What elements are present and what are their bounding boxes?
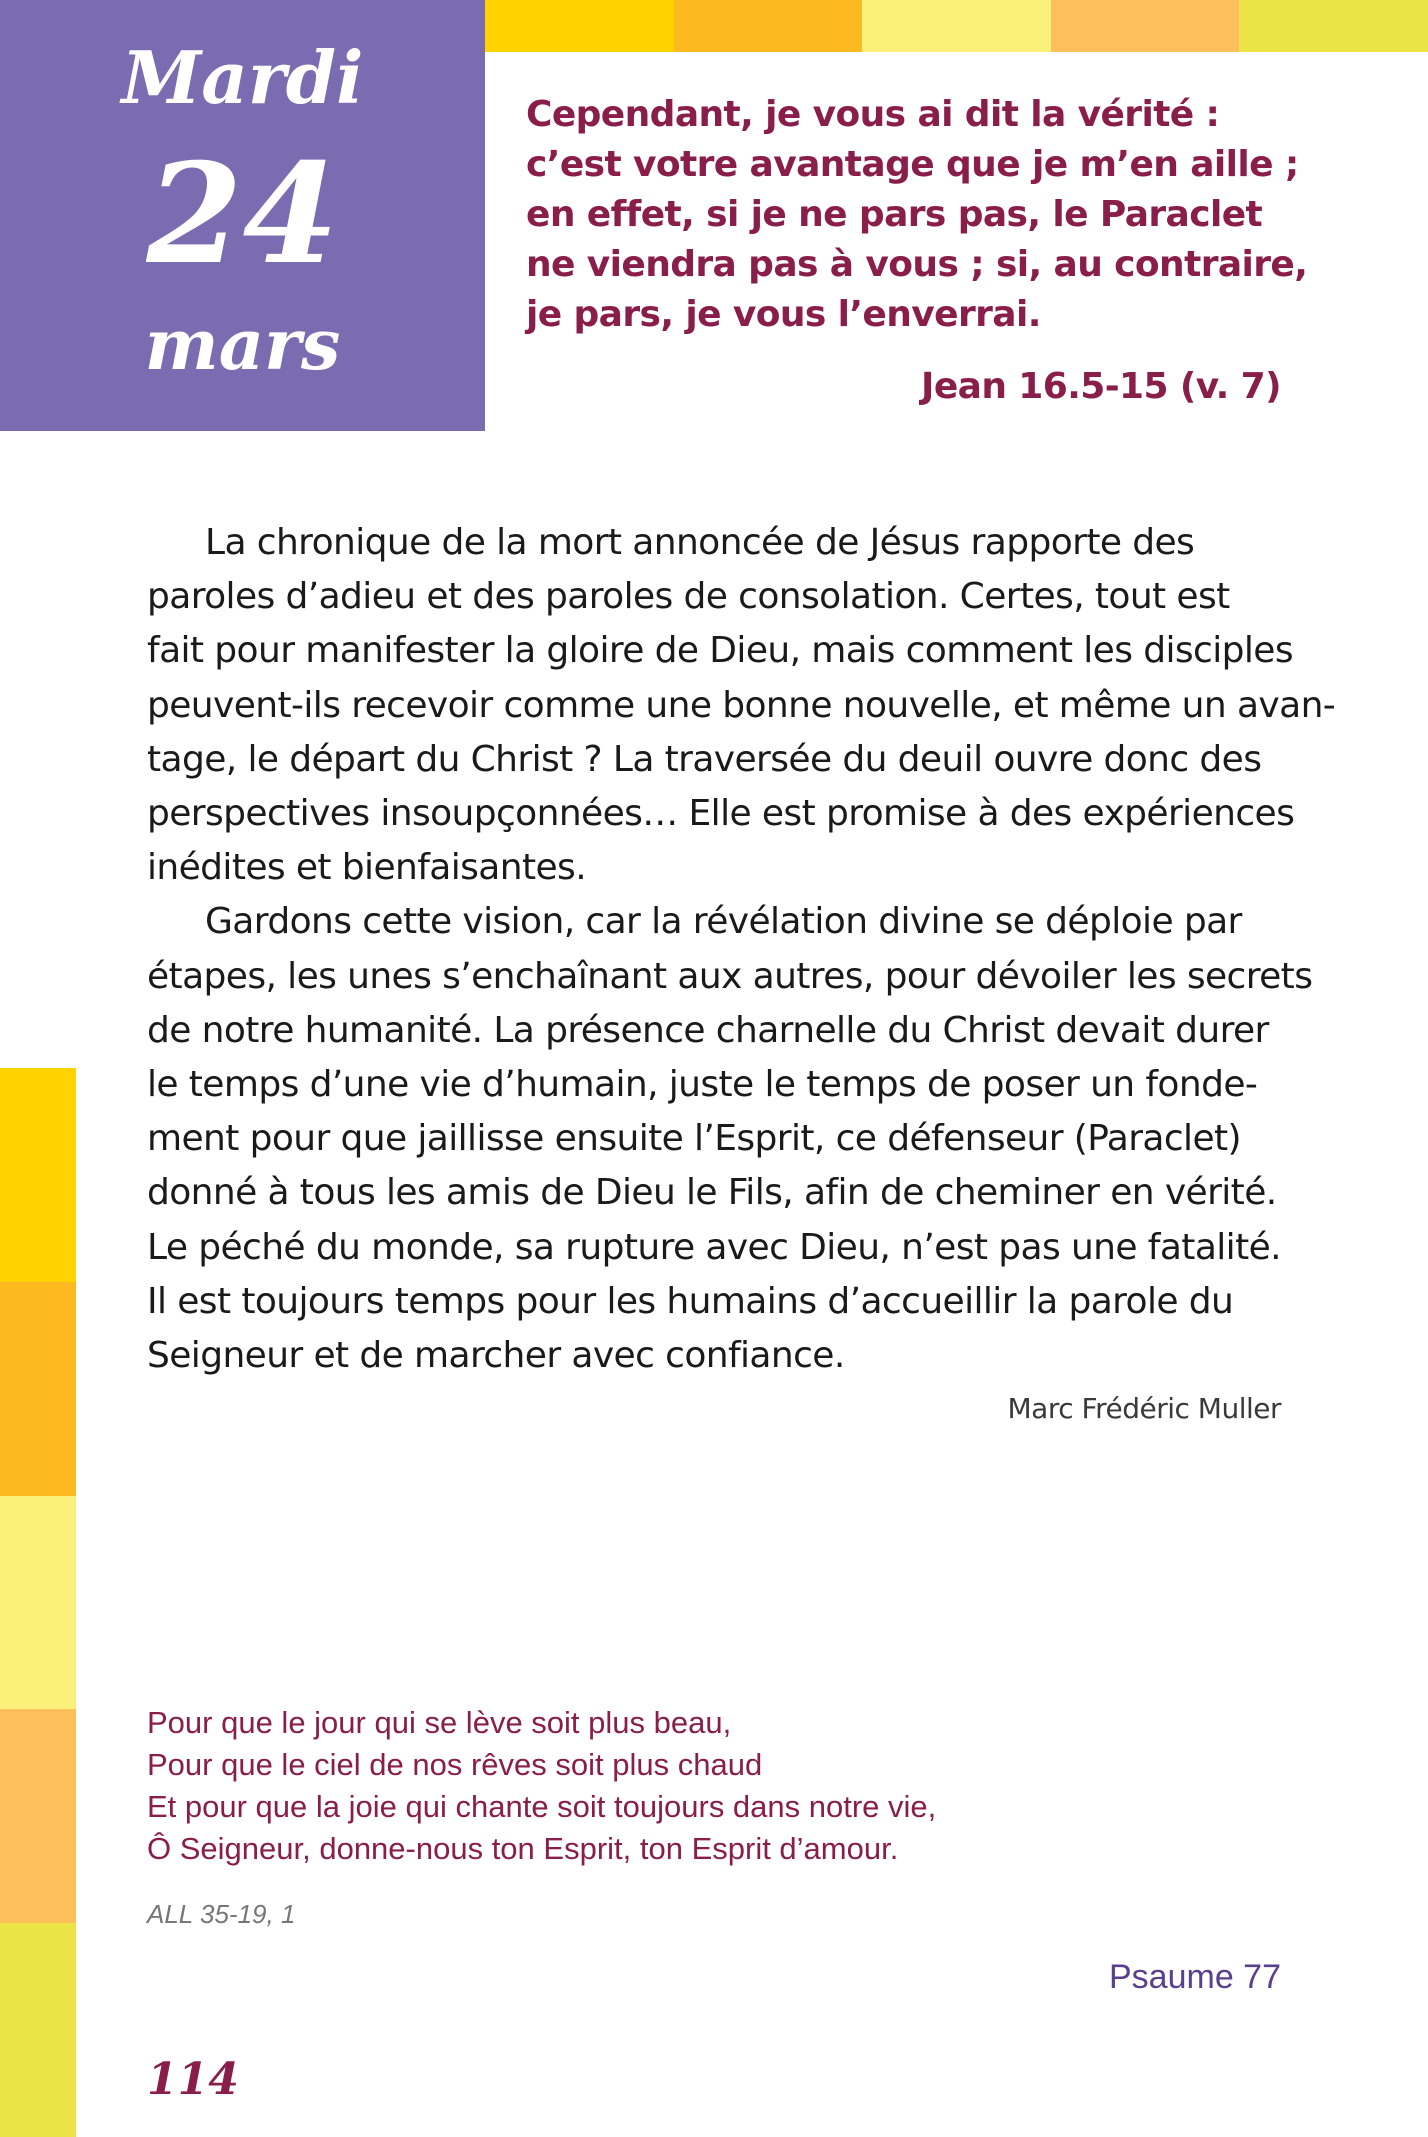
verse-line: Cependant, je vous ai dit la vérité : — [526, 94, 1220, 135]
verse-line: en effet, si je ne pars pas, le Paraclet — [526, 194, 1263, 235]
body-line: peuvent-ils recevoir comme une bonne nouvelle, et même un avan- — [147, 684, 1336, 726]
stripe-segment — [0, 1068, 76, 1282]
stripe-segment — [0, 1709, 76, 1923]
body-line: perspectives insoupçonnées… Elle est promise à des expériences — [147, 793, 1295, 835]
meditation-text — [147, 516, 1336, 1383]
body-line: donné à tous les amis de Dieu le Fils, afin de cheminer en vérité. — [147, 1172, 1277, 1214]
author-name: Marc Frédéric Muller — [1007, 1392, 1281, 1425]
verse-line: c’est votre avantage que je m’en aille ; — [526, 144, 1299, 185]
body-line: Il est toujours temps pour les humains d’accueillir la parole du — [147, 1280, 1234, 1322]
hymn-reference: ALL 35-19, 1 — [147, 1899, 296, 1929]
body-line: le temps d’une vie d’humain, juste le temps de poser un fonde- — [147, 1064, 1258, 1106]
stripe-segment — [485, 0, 674, 52]
date-day: Mardi — [121, 35, 364, 120]
verse-reference: Jean 16.5-15 (v. 7) — [921, 366, 1281, 407]
date-month: mars — [144, 303, 341, 386]
left-color-stripe — [0, 1068, 76, 2137]
body-line: fait pour manifester la gloire de Dieu, mais comment les disciples — [147, 630, 1293, 672]
body-line: La chronique de la mort annoncée de Jésus rapporte des — [205, 522, 1195, 563]
stripe-segment — [862, 0, 1051, 52]
stripe-segment — [0, 1923, 76, 2137]
body-line: Gardons cette vision, car la révélation divine se déploie par — [205, 901, 1242, 943]
psalm-reference: Psaume 77 — [1109, 1958, 1281, 1996]
top-color-stripe — [485, 0, 1428, 52]
body-line: ment pour que jaillisse ensuite l’Esprit, ce défenseur (Paraclet) — [147, 1118, 1241, 1160]
stripe-segment — [674, 0, 863, 52]
body-line: paroles d’adieu et des paroles de consolation. Certes, tout est — [147, 576, 1230, 618]
date-number: 24 — [146, 132, 339, 295]
page-number: 114 — [147, 2054, 239, 2105]
hymn-text — [147, 1702, 1147, 1870]
date-box — [0, 0, 485, 431]
body-line: tage, le départ du Christ ? La traversée du deuil ouvre donc des — [147, 738, 1262, 780]
stripe-segment — [1051, 0, 1240, 52]
body-line: Seigneur et de marcher avec confiance. — [147, 1335, 845, 1377]
body-line: de notre humanité. La présence charnelle du Christ devait durer — [147, 1009, 1269, 1051]
hymn-line: Ô Seigneur, donne-nous ton Esprit, ton Esprit d’amour. — [147, 1831, 899, 1866]
body-line: inédites et bienfaisantes. — [147, 847, 587, 889]
stripe-segment — [1239, 0, 1428, 52]
hymn-line: Pour que le jour qui se lève soit plus beau, — [147, 1705, 732, 1740]
body-line: Le péché du monde, sa rupture avec Dieu, n’est pas une fatalité. — [147, 1226, 1281, 1268]
hymn-line: Pour que le ciel de nos rêves soit plus chaud — [147, 1747, 763, 1782]
hymn-line: Et pour que la joie qui chante soit toujours dans notre vie, — [147, 1789, 937, 1824]
bible-verse — [526, 90, 1306, 340]
stripe-segment — [0, 1496, 76, 1710]
stripe-segment — [0, 1282, 76, 1496]
verse-line: je pars, je vous l’enverrai. — [526, 294, 1041, 335]
verse-line: ne viendra pas à vous ; si, au contraire, — [526, 244, 1308, 285]
body-line: étapes, les unes s’enchaînant aux autres, pour dévoiler les secrets — [147, 955, 1313, 997]
